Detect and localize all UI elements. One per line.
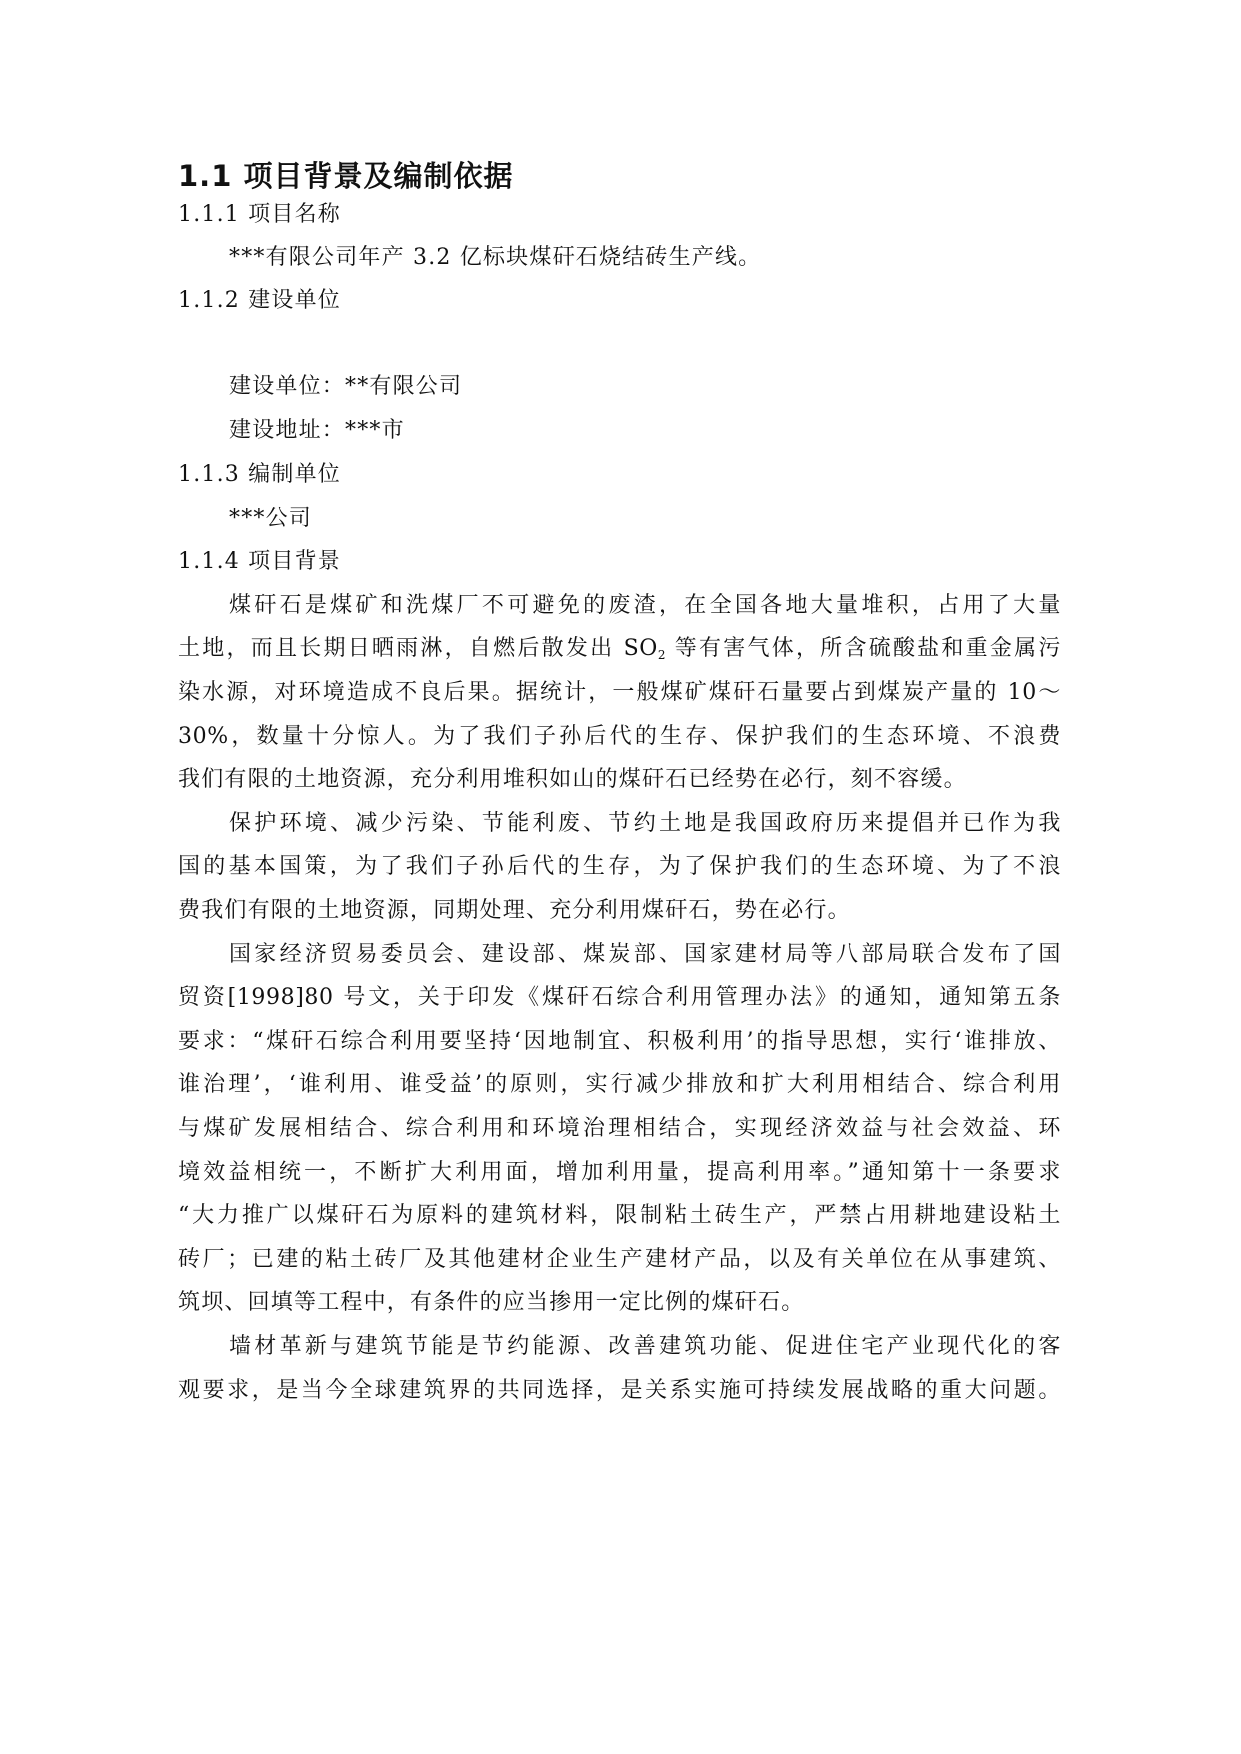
heading-builder: 1.1.2 建设单位 bbox=[178, 288, 341, 313]
compiler-text: ***公司 bbox=[229, 506, 313, 531]
paragraph-line: 观要求，是当今全球建筑界的共同选择，是关系实施可持续发展战略的重大问题。 bbox=[178, 1378, 1061, 1403]
paragraph-line bbox=[178, 634, 1061, 670]
paragraph-line: 我们有限的土地资源，充分利用堆积如山的煤矸石已经势在必行，刻不容缓。 bbox=[178, 767, 967, 792]
heading-project-name: 1.1.1 项目名称 bbox=[178, 202, 341, 227]
builder-unit: 建设单位：**有限公司 bbox=[229, 374, 463, 399]
heading-compiler: 1.1.3 编制单位 bbox=[178, 462, 341, 487]
paragraph-line: 贸资[1998]80 号文，关于印发《煤矸石综合利用管理办法》的通知，通知第五条 bbox=[178, 985, 1061, 1010]
paragraph-line: 国家经济贸易委员会、建设部、煤炭部、国家建材局等八部局联合发布了国 bbox=[229, 942, 1061, 967]
paragraph-line: 砖厂；已建的粘土砖厂及其他建材企业生产建材产品，以及有关单位在从事建筑、 bbox=[178, 1247, 1061, 1272]
section-title: 1.1 项目背景及编制依据 bbox=[178, 159, 514, 193]
paragraph-line: 筑坝、回填等工程中，有条件的应当掺用一定比例的煤矸石。 bbox=[178, 1290, 805, 1315]
paragraph-line: 30%，数量十分惊人。为了我们子孙后代的生存、保护我们的生态环境、不浪费 bbox=[178, 724, 1061, 749]
paragraph-text: 等有害气体，所含硫酸盐和重金属污 bbox=[665, 636, 1061, 661]
heading-background: 1.1.4 项目背景 bbox=[178, 549, 341, 574]
paragraph-line: 墙材革新与建筑节能是节约能源、改善建筑功能、促进住宅产业现代化的客 bbox=[229, 1334, 1061, 1359]
subscript-text: 2 bbox=[657, 648, 666, 662]
project-name-text: ***有限公司年产 3.2 亿标块煤矸石烧结砖生产线。 bbox=[229, 245, 762, 270]
paragraph-line: 境效益相统一，不断扩大利用面，增加利用量，提高利用率。”通知第十一条要求 bbox=[178, 1160, 1061, 1185]
paragraph-line: 染水源，对环境造成不良后果。据统计，一般煤矿煤矸石量要占到煤炭产量的 10～ bbox=[178, 680, 1061, 705]
paragraph-line: 保护环境、减少污染、节能利废、节约土地是我国政府历来提倡并已作为我 bbox=[229, 811, 1061, 836]
builder-address: 建设地址：***市 bbox=[229, 418, 405, 443]
paragraph-text: 土地，而且长期日晒雨淋，自燃后散发出 SO bbox=[178, 636, 658, 661]
paragraph-line: 与煤矿发展相结合、综合利用和环境治理相结合，实现经济效益与社会效益、环 bbox=[178, 1116, 1061, 1141]
paragraph-line: 谁治理’，‘谁利用、谁受益’的原则，实行减少排放和扩大利用相结合、综合利用 bbox=[178, 1072, 1061, 1097]
paragraph-line: “大力推广以煤矸石为原料的建筑材料，限制粘土砖生产，严禁占用耕地建设粘土 bbox=[178, 1203, 1061, 1228]
paragraph-line: 国的基本国策，为了我们子孙后代的生存，为了保护我们的生态环境、为了不浪 bbox=[178, 854, 1061, 879]
paragraph-line: 费我们有限的土地资源，同期处理、充分利用煤矸石，势在必行。 bbox=[178, 898, 851, 923]
paragraph-line: 煤矸石是煤矿和洗煤厂不可避免的废渣，在全国各地大量堆积，占用了大量 bbox=[229, 593, 1061, 618]
paragraph-line: 要求：“煤矸石综合利用要坚持‘因地制宜、积极利用’的指导思想，实行‘谁排放、 bbox=[178, 1029, 1061, 1054]
